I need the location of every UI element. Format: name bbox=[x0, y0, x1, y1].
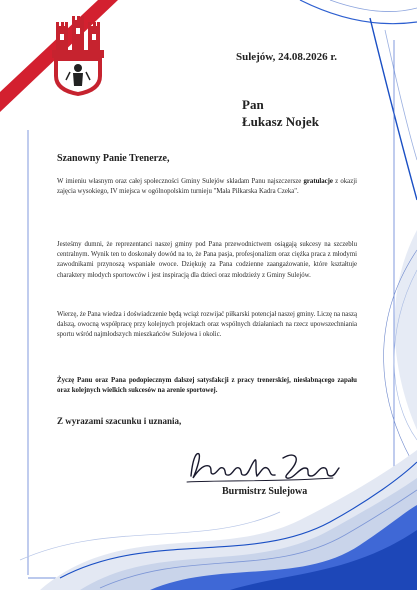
handwritten-signature bbox=[183, 446, 343, 486]
paragraph-congratulations bbox=[57, 177, 357, 197]
paragraph-wishes: Życzę Panu oraz Pana podopiecznym dalszej satysfakcji z pracy trenerskiej, niesłabnącego zapału oraz kolejnych wielkich sukcesów na arenie sportowej. bbox=[57, 377, 357, 395]
paragraph-text: z okazji zajęcia wysokiego, IV miejsca w ogólnopolskim turnieju "Mała Piłkarska Kadra Czeka". bbox=[57, 178, 357, 196]
signer-title: Burmistrz Sulejowa bbox=[222, 486, 308, 497]
salutation: Szanowny Panie Trenerze, bbox=[57, 153, 170, 164]
paragraph-pride: Jesteśmy dumni, że reprezentanci naszej gminy pod Pana przewodnictwem osiągają sukcesy na szczeblu centralnym. Wynik ten to doskonały dowód na to, że Pana pasja, profesjonalizm oraz ciężka praca z młodymi zawodnikami przynoszą wspaniałe owoce. Dziękuję za Pana codzienne zaangażowanie, które kształtuje charaktery młodych sportowców i jest inspiracją dla dzieci oraz młodzieży z Gminy Sulejów. bbox=[57, 241, 357, 279]
recipient-name: Łukasz Nojek bbox=[242, 114, 319, 129]
paragraph-text: W imieniu własnym oraz całej społeczności Gminy Sulejów składam Panu najszczersze bbox=[57, 178, 304, 185]
crest-icon bbox=[46, 16, 110, 96]
letter-date: Sulejów, 24.08.2026 r. bbox=[235, 51, 337, 63]
paragraph-cooperation: Wierzę, że Pana wiedza i doświadczenie będą wciąż rozwijać piłkarski potencjał naszej gminy. Liczę na naszą dalszą, owocną współpracę przy kolejnych projektach oraz wspólnych działaniach na rzecz upowszechniania sportu wśród najmłodszych mieszkańców Sulejowa i okolic. bbox=[57, 311, 357, 339]
recipient-block bbox=[242, 96, 319, 130]
recipient-title: Pan bbox=[242, 97, 264, 112]
closing-line: Z wyrazami szacunku i uznania, bbox=[57, 416, 182, 426]
emphasized-word: gratulacje bbox=[303, 178, 333, 185]
